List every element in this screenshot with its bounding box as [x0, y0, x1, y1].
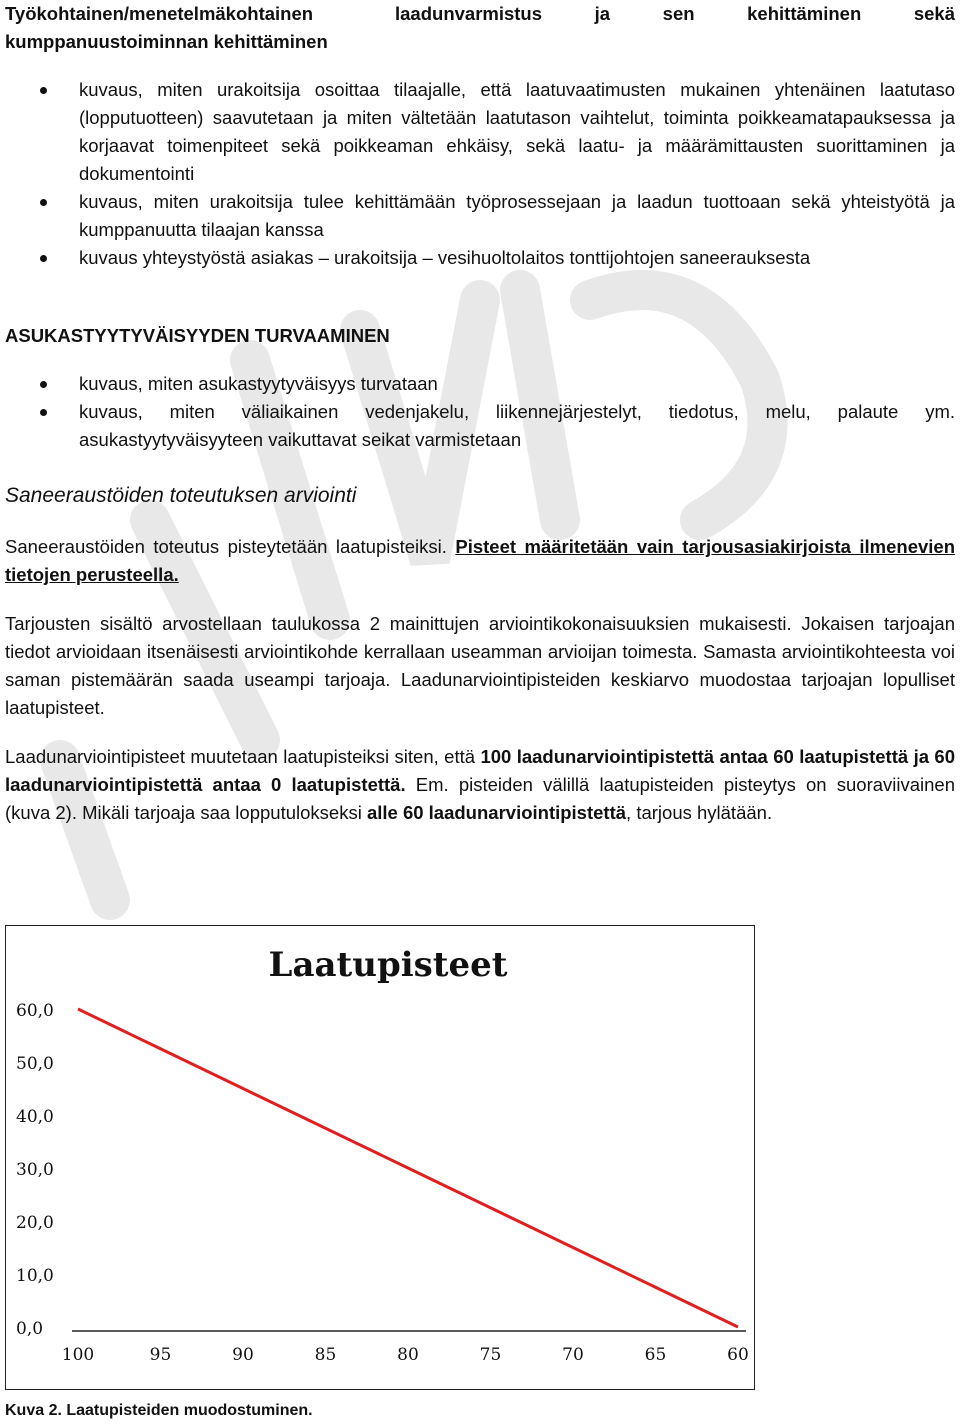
heading-word: kehittäminen	[747, 3, 862, 24]
section1-heading	[5, 0, 955, 56]
list-item-text: kuvaus, miten asukastyytyväisyys turvataan	[79, 373, 438, 394]
paragraph-bold-text: 100 laadunarviointipistettä antaa 60 laatupistettä ja 60 laadunarviointipistettä antaa 0 laatupistettä.	[5, 746, 955, 795]
figure-caption: Kuva 2. Laatupisteiden muodostuminen.	[5, 1402, 313, 1419]
list-item	[5, 370, 955, 398]
list-item	[5, 398, 955, 454]
y-tick-label: 50,0	[16, 1054, 54, 1074]
list-item-text: kuvaus yhteystyöstä asiakas – urakoitsija – vesihuoltolaitos tonttijohtojen saneerauksesta	[79, 247, 811, 268]
x-tick-label: 65	[644, 1345, 667, 1365]
x-tick-label: 85	[314, 1345, 337, 1365]
section1-heading-line1	[5, 0, 955, 28]
paragraph-2: Tarjousten sisältö arvostellaan taulukossa 2 mainittujen arviointikokonaisuuksien mukaisesti. Jokaisen tarjoajan tiedot arvioidaan itsenäisesti arviointikohde kerrallaan useamman arvioijan toimesta. Samasta arviointikohteesta voi saman pistemäärän saada useampi tarjoaja. Laadunarviointipisteiden keskiarvo muodostaa tarjoajan lopulliset laatupisteet.	[5, 613, 955, 718]
y-tick-label: 60,0	[16, 1001, 54, 1021]
x-tick-label: 60	[727, 1345, 749, 1365]
section2-heading: ASUKASTYYTYVÄISYYDEN TURVAAMINEN	[5, 325, 390, 346]
paragraph-bold-text: alle 60 laadunarviointipistettä	[366, 802, 627, 823]
bullet-icon	[40, 381, 47, 388]
bullet-icon	[40, 87, 47, 94]
y-tick-label: 40,0	[16, 1107, 54, 1127]
series-line	[78, 1009, 738, 1327]
bullet-icon	[40, 199, 47, 206]
list-item	[5, 76, 955, 188]
x-tick-label: 100	[61, 1345, 95, 1365]
heading-word: sekä	[913, 3, 955, 24]
paragraph-underlined-text: Pisteet määritetään vain tarjousasiakirjoista ilmenevien tietojen perusteella.	[5, 536, 956, 585]
section1-bullet-list	[5, 76, 955, 272]
heading-line1-right	[395, 0, 955, 28]
list-item	[5, 244, 955, 272]
heading-word: laadunvarmistus	[395, 3, 543, 24]
y-tick-label: 10,0	[16, 1266, 54, 1286]
paragraph-text: Em. pisteiden välillä laatupisteiden pisteytys on suoraviivainen (kuva 2). Mikäli tarjoaja saa lopputulokseksi	[5, 774, 955, 823]
bullet-icon	[40, 255, 47, 262]
x-tick-label: 90	[232, 1345, 254, 1365]
list-item-text: kuvaus, miten urakoitsija osoittaa tilaajalle, että laatuvaatimusten mukainen yhtenäinen laatutaso (lopputuotteen) saavutetaan ja miten vältetään laatutason vaihtelut, toiminta poikkeamatapauksessa ja korjaavat toimenpiteet sekä poikkeaman ehkäisy, sekä laatu- ja määrämittausten suorittaminen ja dokumentointi	[79, 79, 955, 184]
y-tick-label: 0,0	[16, 1319, 44, 1339]
chart-title: Laatupisteet	[268, 945, 508, 985]
section3-heading: Saneeraustöiden toteutuksen arviointi	[5, 484, 357, 507]
list-item-text: kuvaus, miten väliaikainen vedenjakelu, liikennejärjestelyt, tiedotus, melu, palaute ym. asukastyytyväisyyteen vaikuttavat seikat varmistetaan	[79, 401, 955, 450]
heading-word: sen	[662, 3, 695, 24]
chart-frame	[5, 925, 755, 1390]
x-tick-label: 70	[562, 1345, 584, 1365]
y-tick-label: 30,0	[16, 1160, 54, 1180]
quality-points-chart	[6, 926, 753, 1388]
section1-heading-line2: kumppanuustoiminnan kehittäminen	[5, 31, 328, 52]
paragraph-text: Saneeraustöiden toteutus pisteytetään laatupisteiksi.	[5, 536, 456, 557]
list-item	[5, 188, 955, 244]
paragraph-text: Laadunarviointipisteet muutetaan laatupisteiksi siten, että	[5, 746, 481, 767]
y-tick-label: 20,0	[16, 1213, 54, 1233]
x-tick-label: 80	[397, 1345, 419, 1365]
list-item-text: kuvaus, miten urakoitsija tulee kehittämään työprosessejaan ja laadun tuottoaan sekä yhteistyötä ja kumppanuutta tilaajan kanssa	[79, 191, 955, 240]
paragraph-3	[5, 743, 955, 827]
section2-bullet-list	[5, 370, 955, 454]
heading-word: ja	[594, 3, 611, 24]
paragraph-1	[5, 533, 955, 589]
heading-word: Työkohtainen/menetelmäkohtainen	[5, 3, 314, 24]
paragraph-text: , tarjous hylätään.	[626, 802, 773, 823]
x-tick-label: 75	[479, 1345, 502, 1365]
bullet-icon	[40, 409, 47, 416]
x-tick-label: 95	[149, 1345, 172, 1365]
